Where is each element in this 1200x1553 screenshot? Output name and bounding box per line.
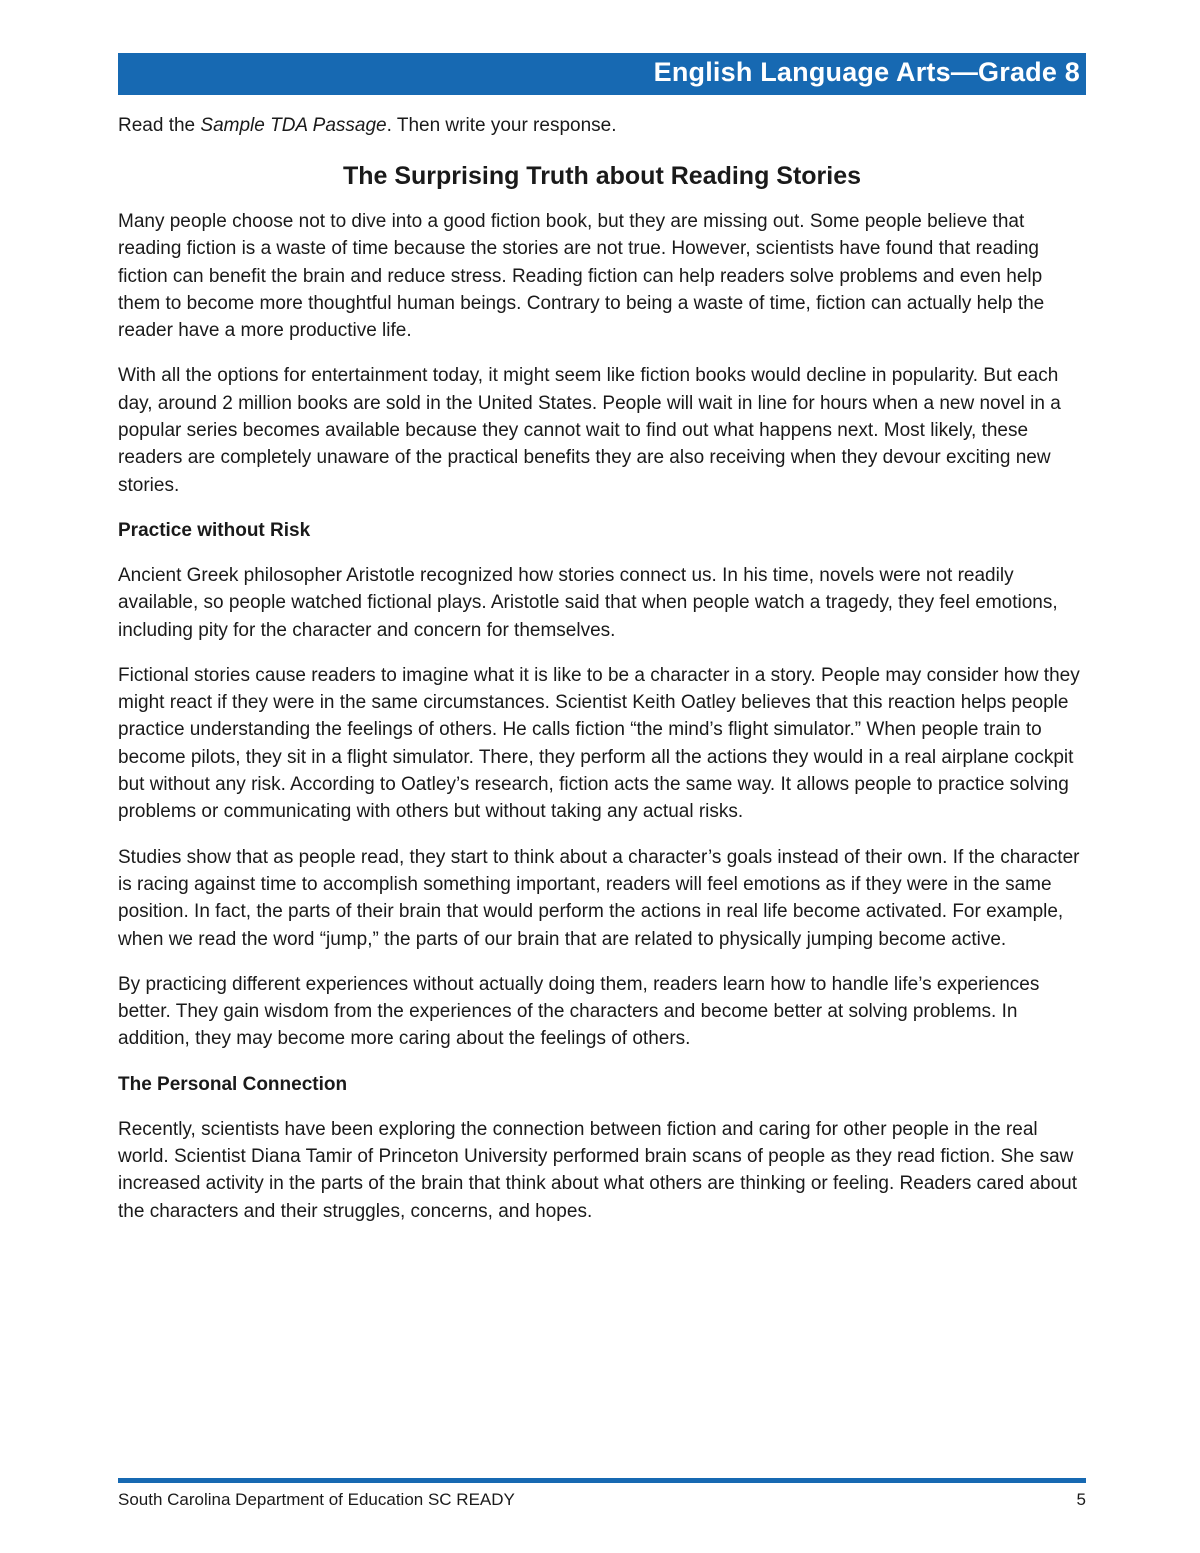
section-heading-personal-connection: The Personal Connection <box>118 1073 348 1095</box>
paragraph: Ancient Greek philosopher Aristotle recognized how stories connect us. In his time, novels were not readily available, so people watched fictional plays. Aristotle said that when people watch a tragedy, they feel emotions, including pity for the character and concern for themselves. <box>118 564 1058 641</box>
page-number: 5 <box>1076 1490 1086 1509</box>
paragraph: Many people choose not to dive into a good fiction book, but they are missing out. Some people believe that reading fiction is a waste of time because the stories are not true. However, scientists have found that reading fiction can benefit the brain and reduce stress. Reading fiction can help readers solve problems and even help them to become more thoughtful human beings. Contrary to being a waste of time, fiction can actually help the reader have a more productive life. <box>118 211 1045 342</box>
passage-content <box>118 112 1086 1243</box>
instruction <box>118 112 1086 140</box>
paragraph: With all the options for entertainment today, it might seem like fiction books would decline in popularity. But each day, around 2 million books are sold in the United States. People will wait in line for hours when a new novel in a popular series becomes available because they cannot wait to find out what happens next. Most likely, these readers are completely unaware of the practical benefits they are also receiving when they devour exciting new stories. <box>118 365 1061 496</box>
section-heading-practice-without-risk: Practice without Risk <box>118 519 311 541</box>
footer-rule <box>118 1478 1086 1483</box>
footer-source: South Carolina Department of Education SC READY <box>118 1490 515 1509</box>
instruction-before: Read the <box>118 115 201 136</box>
passage-title: The Surprising Truth about Reading Stories <box>342 162 862 190</box>
header-bar <box>118 53 1086 95</box>
instruction-after: . Then write your response. <box>386 115 617 136</box>
paragraph: Recently, scientists have been exploring the connection between fiction and caring for other people in the real world. Scientist Diana Tamir of Princeton University performed brain scans of people as they read fiction. She saw increased activity in the parts of the brain that think about what others are thinking or feeling. Readers cared about the characters and their struggles, concerns, and hopes. <box>118 1118 1078 1222</box>
paragraph: By practicing different experiences without actually doing them, readers learn how to handle life’s experiences better. They gain wisdom from the experiences of the characters and become better at solving problems. In addition, they may become more caring about the feelings of others. <box>118 973 1040 1050</box>
paragraph: Studies show that as people read, they start to think about a character’s goals instead of their own. If the character is racing against time to accomplish something important, readers will feel emotions as if they were in the same position. In fact, the parts of their brain that would perform the actions in real life become activated. For example, when we read the word “jump,” the parts of our brain that are related to physically jumping become active. <box>118 846 1080 950</box>
paragraph: Fictional stories cause readers to imagine what it is like to be a character in a story. People may consider how they might react if they were in the same circumstances. Scientist Keith Oatley believes that this reaction helps people practice understanding the feelings of others. He calls fiction “the mind’s flight simulator.” When people train to become pilots, they sit in a flight simulator. There, they perform all the actions they would in a real airplane cockpit but without any risk. According to Oatley’s research, fiction acts the same way. It allows people to practice solving problems or communicating with others but without taking any actual risks. <box>118 664 1080 823</box>
header-title: English Language Arts—Grade 8 <box>653 57 1080 87</box>
instruction-passage-name: Sample TDA Passage <box>200 115 387 136</box>
